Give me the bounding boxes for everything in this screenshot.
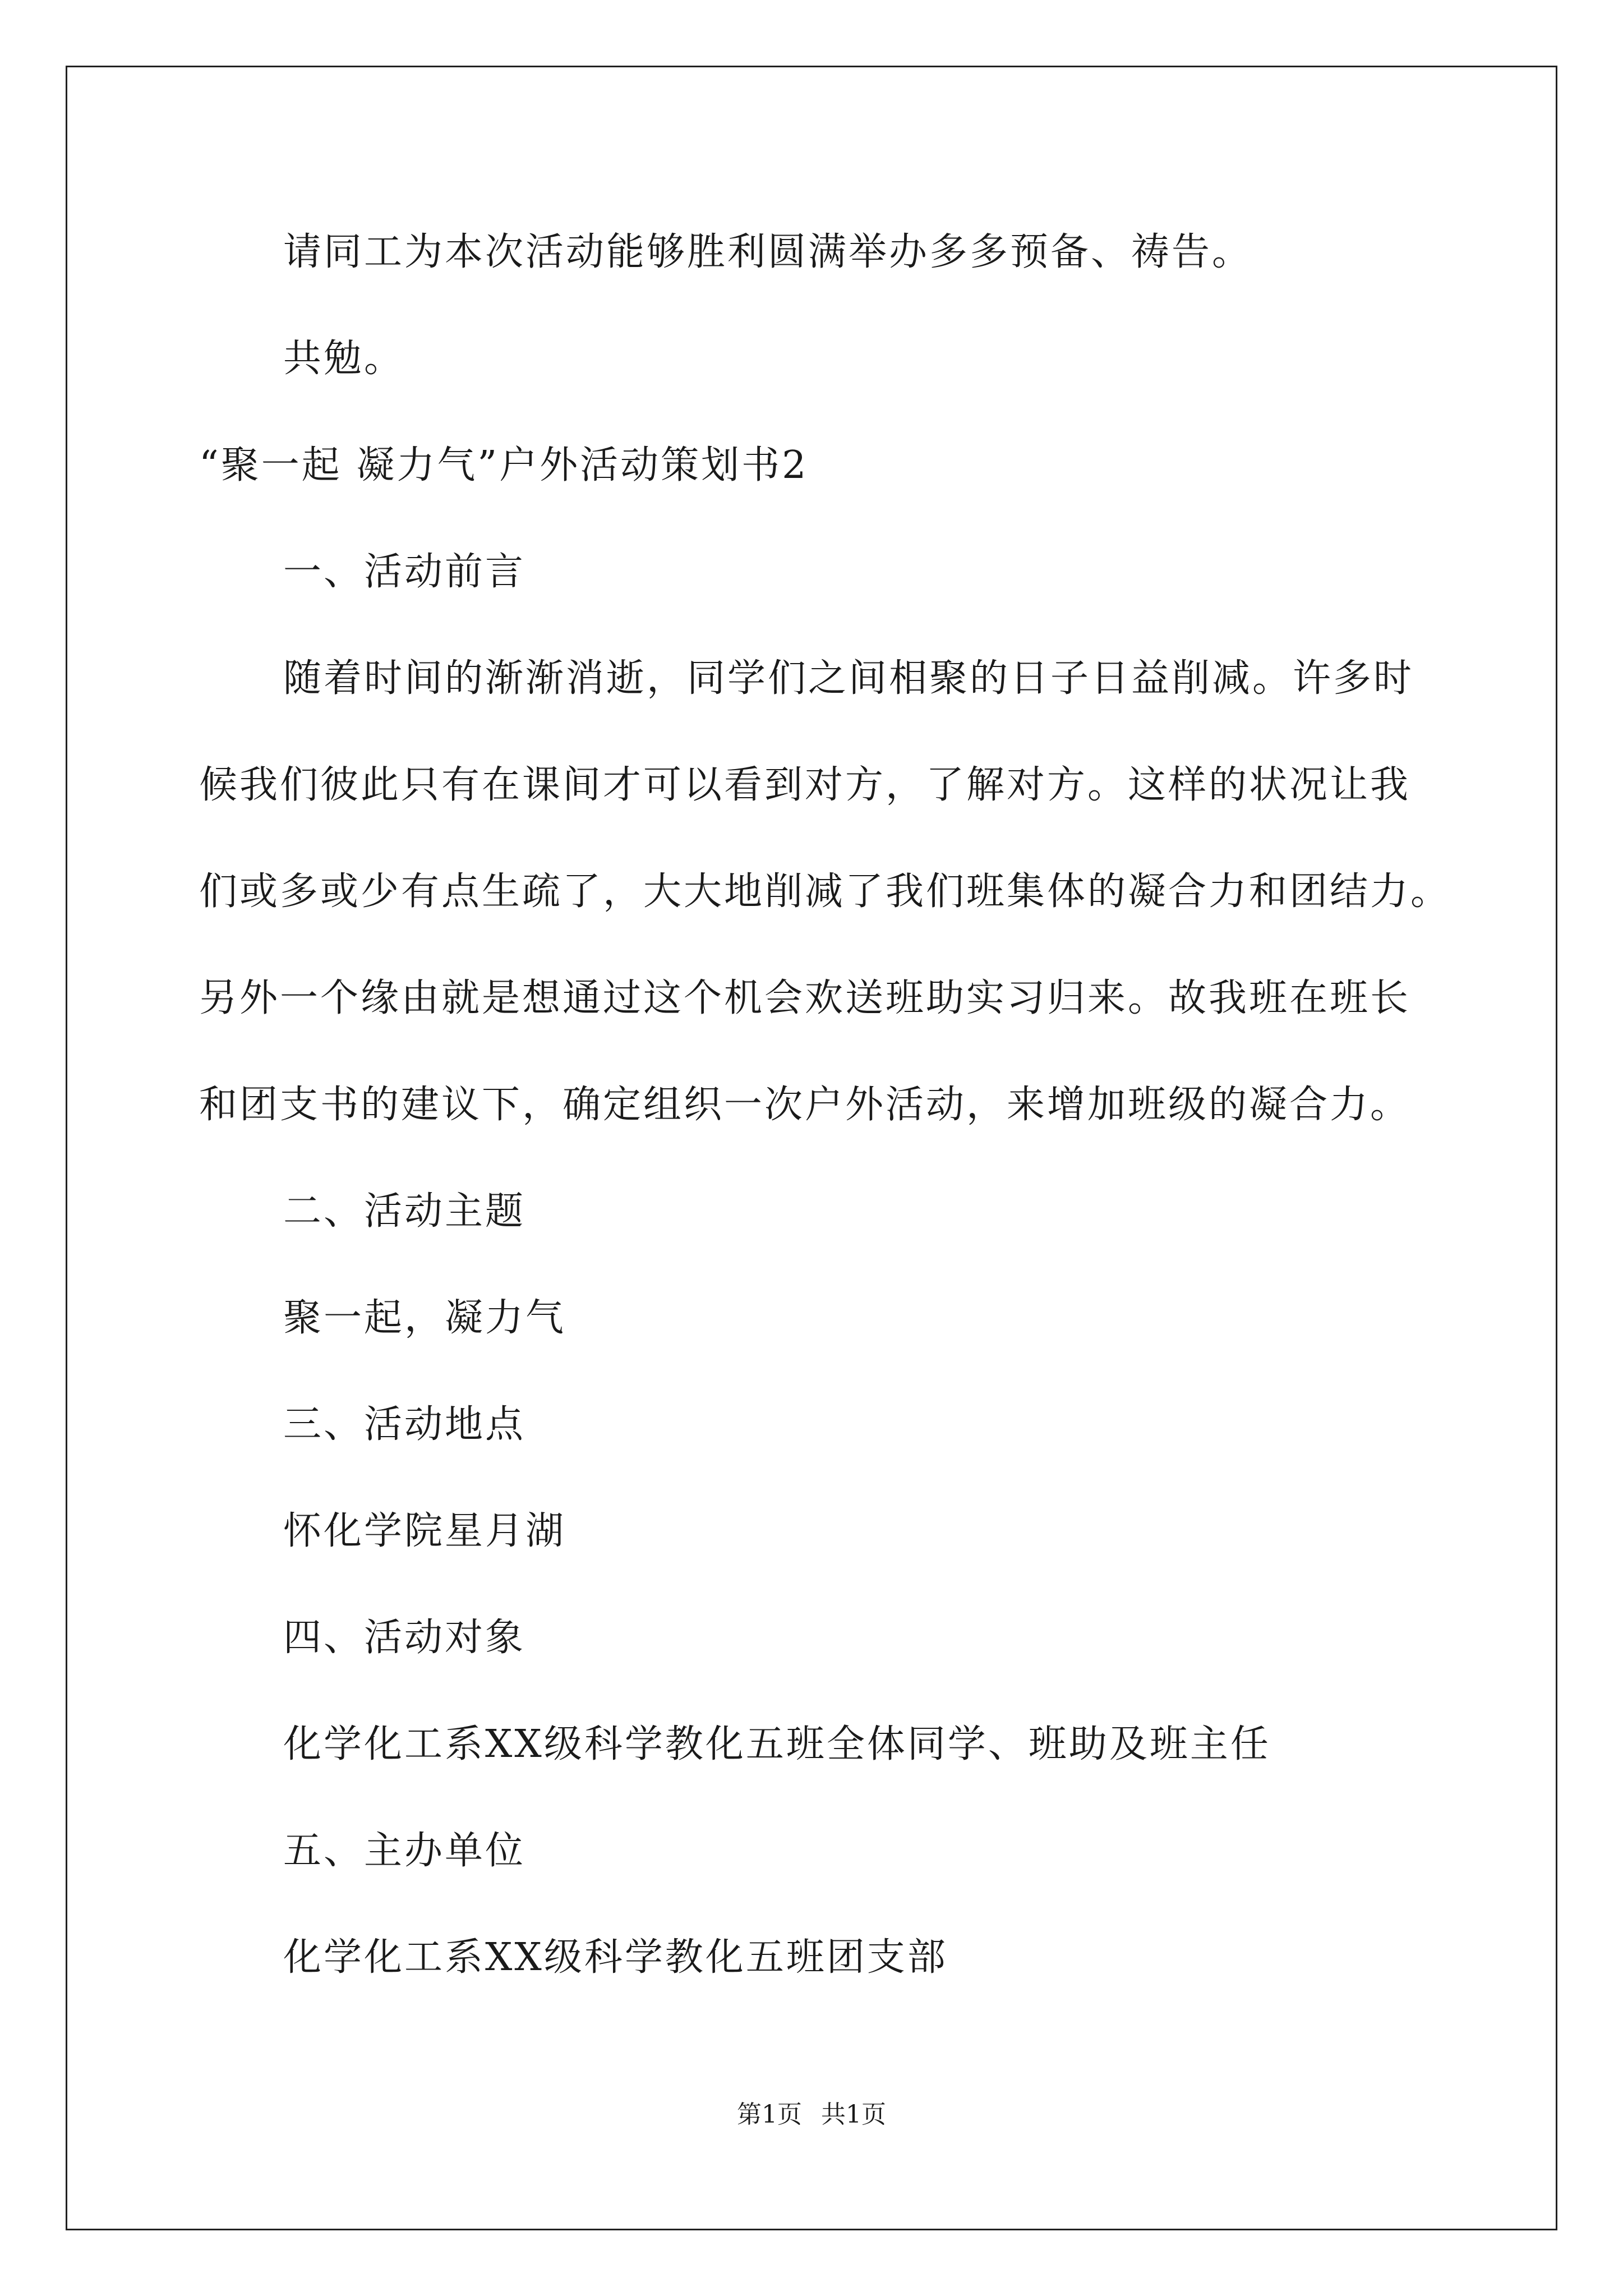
closing-word: 共勉。 xyxy=(283,337,405,381)
closing-request: 请同工为本次活动能够胜利圆满举办多多预备、祷告。 xyxy=(283,230,1253,274)
section-heading-location: 三、活动地点 xyxy=(283,1402,526,1447)
paragraph-line: 另外一个缘由就是想通过这个机会欢送班助实习归来。故我班在班长 xyxy=(199,976,1411,1020)
theme-text: 聚一起，凝力气 xyxy=(283,1296,566,1340)
page-footer xyxy=(0,2098,1623,2132)
paragraph-line: 和团支书的建议下，确定组织一次户外活动，来增加班级的凝合力。 xyxy=(199,1083,1411,1127)
page-number: 第1页 xyxy=(737,2100,802,2129)
paragraph-line: 们或多或少有点生疏了，大大地削减了我们班集体的凝合力和团结力。 xyxy=(199,869,1451,914)
participants-text: 化学化工系XX级科学教化五班全体同学、班助及班主任 xyxy=(283,1722,1271,1766)
page-border xyxy=(66,66,1557,2230)
section-heading-theme: 二、活动主题 xyxy=(283,1189,526,1234)
paragraph-line: 随着时间的渐渐消逝，同学们之间相聚的日子日益削减。许多时 xyxy=(283,656,1414,701)
section-heading-participants: 四、活动对象 xyxy=(283,1616,526,1660)
section-heading-preface: 一、活动前言 xyxy=(283,550,526,594)
location-text: 怀化学院星月湖 xyxy=(283,1509,566,1553)
section-heading-organizer: 五、主办单位 xyxy=(283,1829,526,1873)
document-title: “聚一起 凝力气”户外活动策划书2 xyxy=(199,443,809,487)
page-total: 共1页 xyxy=(821,2100,886,2129)
paragraph-line: 候我们彼此只有在课间才可以看到对方，了解对方。这样的状况让我 xyxy=(199,763,1411,807)
organizer-text: 化学化工系XX级科学教化五班团支部 xyxy=(283,1935,948,1980)
